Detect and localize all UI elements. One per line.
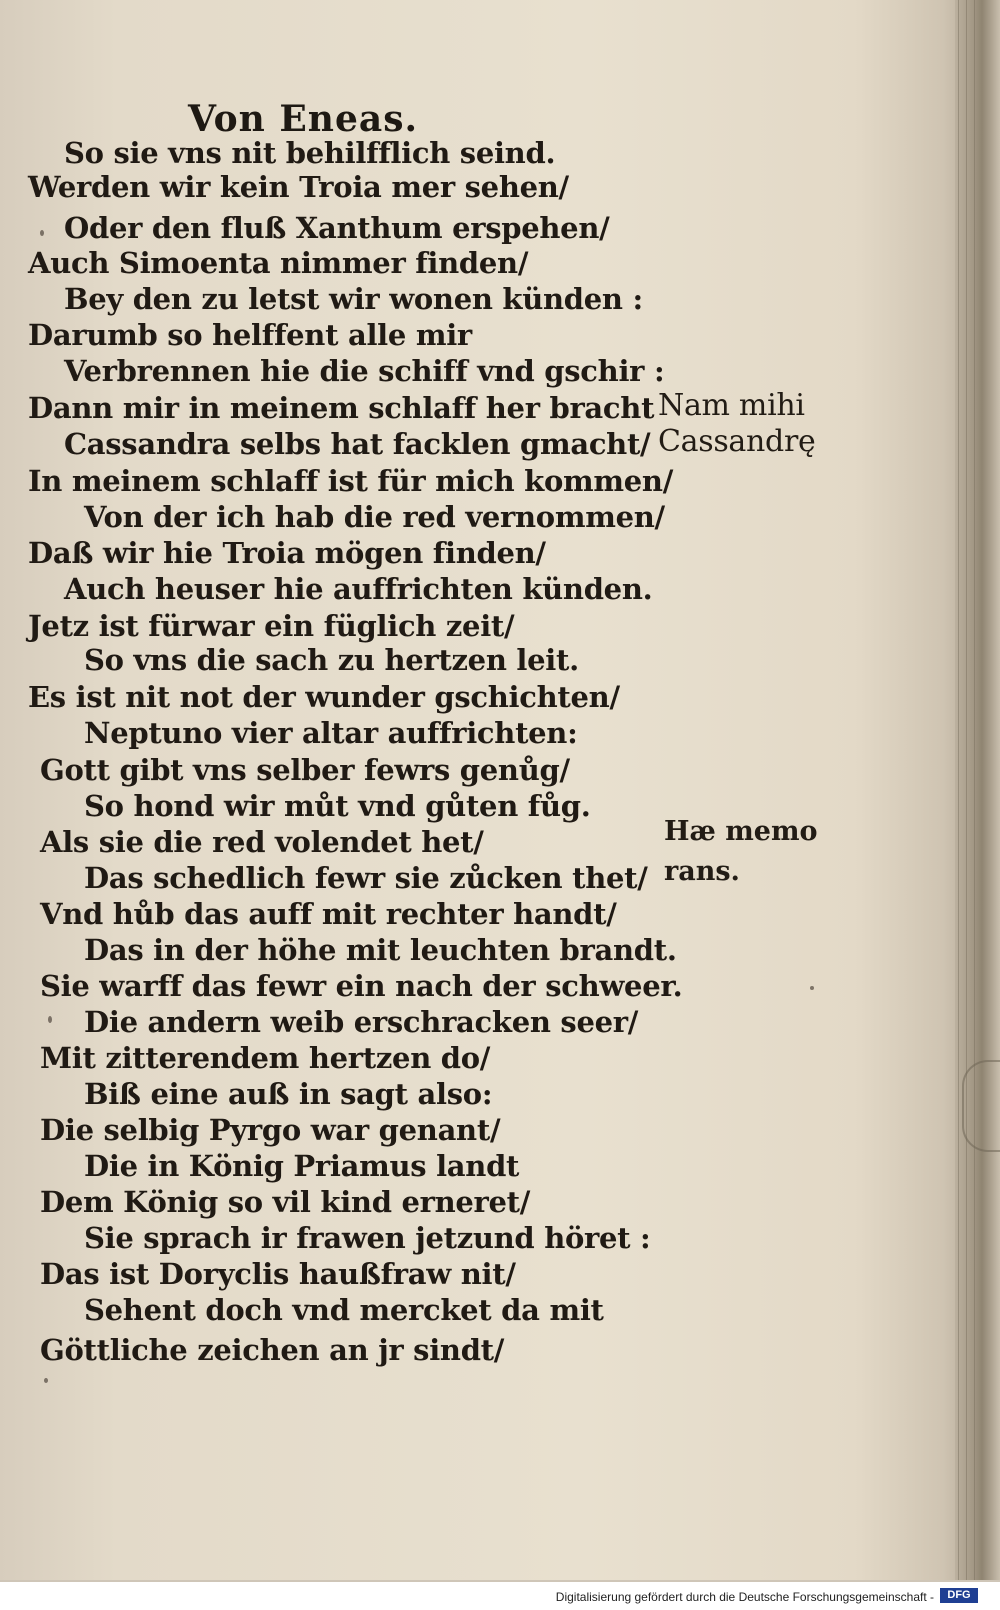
verse-line: Dann mir in meinem schlaff her bracht [28,391,655,425]
thumb-tab-mark [962,1060,1000,1152]
ink-speck [40,230,44,236]
verse-line: Das schedlich fewr sie zůcken thet/ [84,861,648,895]
ink-speck [810,986,814,990]
verse-line: Darumb so helffent alle mir [28,318,472,352]
verse-line: Bey den zu letst wir wonen künden : [64,282,643,316]
verse-line: Oder den fluß Xanthum erspehen/ [64,211,610,245]
verse-line: Auch Simoenta nimmer finden/ [28,246,529,280]
margin-note-line: rans. [664,856,740,887]
verse-line: Auch heuser hie auffrichten künden. [64,572,653,606]
page-edge [955,0,1000,1580]
verse-line: Verbrennen hie die schiff vnd gschir : [64,354,665,388]
verse-line: Daß wir hie Troia mögen finden/ [28,536,546,570]
verse-line: Dem König so vil kind erneret/ [40,1185,531,1219]
verse-line: So vns die sach zu hertzen leit. [84,643,579,677]
ink-speck [48,1016,52,1023]
page-edge-line [974,0,975,1580]
margin-note-line: Hæ memo [664,816,818,847]
verse-line: Sie warff das fewr ein nach der schweer. [40,969,683,1003]
verse-line: Jetz ist fürwar ein füglich zeit/ [28,609,515,643]
verse-line: Das in der höhe mit leuchten brandt. [84,933,677,967]
verse-line: Von der ich hab die red vernommen/ [84,500,665,534]
verse-line: So sie vns nit behilfflich seind. [64,136,556,170]
margin-note-line: Nam mihi [658,388,805,423]
page-edge-line [966,0,967,1580]
verse-line: Neptuno vier altar auffrichten: [84,716,578,750]
page-heading: Von Eneas. [188,98,418,140]
verse-line: Mit zitterendem hertzen do/ [40,1041,491,1075]
verse-line: Sie sprach ir frawen jetzund höret : [84,1221,651,1255]
verse-line: Gott gibt vns selber fewrs genůg/ [40,753,570,787]
verse-line: Göttliche zeichen an jr sindt/ [40,1333,505,1367]
verse-line: In meinem schlaff ist für mich kommen/ [28,464,673,498]
verse-line: Als sie die red volendet het/ [40,825,484,859]
verse-line: Die andern weib erschracken seer/ [84,1005,639,1039]
verse-line: Biß eine auß in sagt also: [84,1077,493,1111]
verse-line: So hond wir můt vnd gůten fůg. [84,789,591,823]
page-edge-line [958,0,959,1580]
dfg-logo: DFG [940,1588,978,1603]
verse-line: Das ist Doryclis haußfraw nit/ [40,1257,516,1291]
verse-line: Sehent doch vnd mercket da mit [84,1293,604,1327]
verse-line: Die selbig Pyrgo war genant/ [40,1113,501,1147]
digitization-credit: Digitalisierung gefördert durch die Deutsche Forschungsgemeinschaft - [555,1590,934,1604]
verse-line: Es ist nit not der wunder gschichten/ [28,680,620,714]
verse-line: Vnd hůb das auff mit rechter handt/ [40,897,617,931]
verse-line: Die in König Priamus landt [84,1149,520,1183]
verse-line: Cassandra selbs hat facklen gmacht/ [64,427,651,461]
ink-speck [44,1378,48,1383]
verse-line: Werden wir kein Troia mer sehen/ [28,170,569,204]
margin-note-line: Cassandrę [658,424,816,459]
